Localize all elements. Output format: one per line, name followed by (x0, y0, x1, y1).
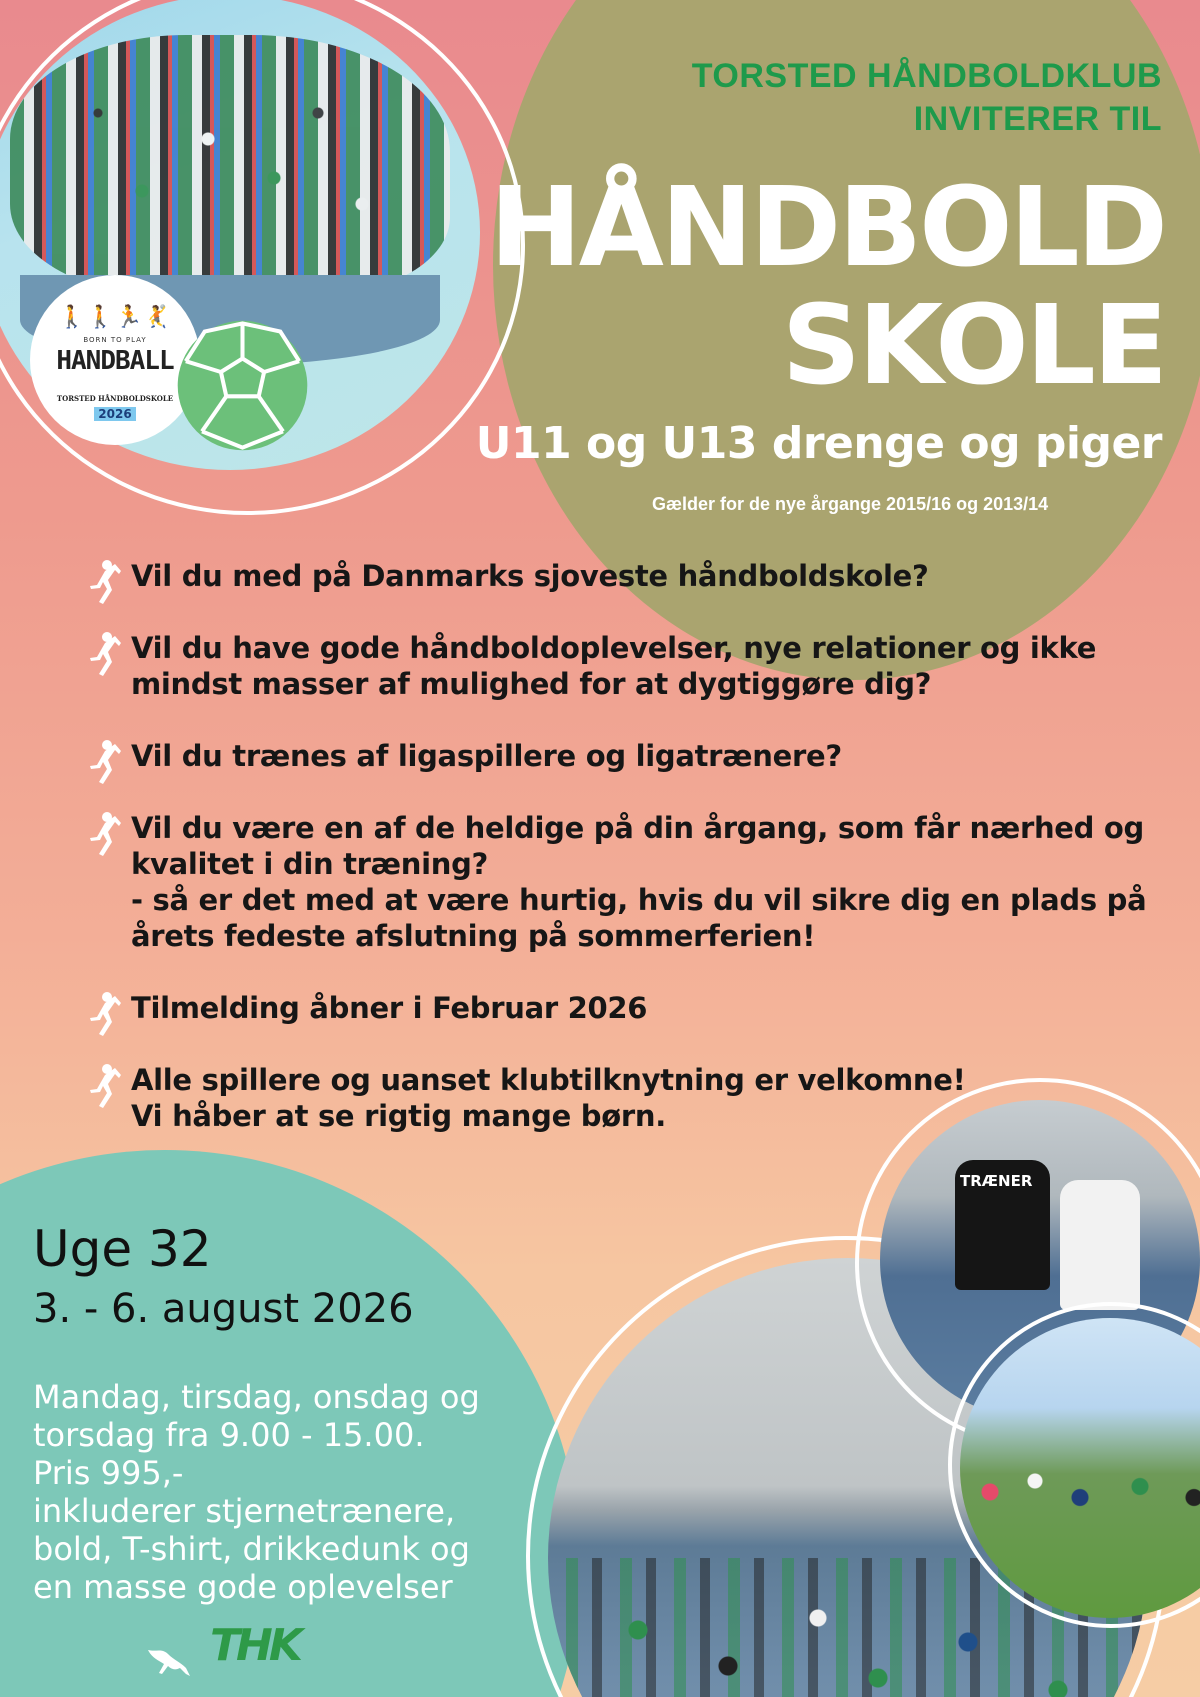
subtitle: U11 og U13 drenge og piger (475, 418, 1162, 469)
trainer-shirt-label: TRÆNER (960, 1172, 1033, 1190)
handball-player-icon (85, 810, 121, 858)
bullet-text: Alle spillere og uanset klubtilknytning er velkomne! Vi håber at se rigtig mange børn. (131, 1063, 966, 1133)
years-note: Gælder for de nye årgange 2015/16 og 2013/14 (652, 494, 1049, 514)
list-item (85, 810, 1165, 954)
event-details: Mandag, tirsdag, onsdag og torsdag fra 9.00 - 15.00. Pris 995,- inkluderer stjernetrænere, bold, T-shirt, drikkedunk og en masse gode oplevelser (33, 1378, 480, 1606)
handball-player-icon (85, 558, 121, 606)
bullet-text: Tilmelding åbner i Februar 2026 (131, 991, 648, 1025)
handball-player-icon (85, 630, 121, 678)
puma-logo-icon (146, 1640, 192, 1680)
handball-player-icon (85, 1062, 121, 1110)
header-text (692, 55, 1162, 141)
list-item (85, 630, 1165, 702)
logo-small-text: BORN TO PLAY (83, 336, 147, 344)
logo-main-text: HANDBALL (56, 346, 174, 376)
bullet-text: Vil du have gode håndboldoplevelser, nye relationer og ikke mindst masser af mulighed for at dygtiggøre dig? (131, 631, 1097, 701)
list-item (85, 990, 1165, 1026)
handball-player-icon (85, 738, 121, 786)
week-label: Uge 32 (33, 1220, 212, 1278)
handball-player-icon (85, 990, 121, 1038)
bullet-text: Vil du med på Danmarks sjoveste håndboldskole? (131, 559, 929, 593)
date-range: 3. - 6. august 2026 (33, 1286, 414, 1332)
title-line-2: SKOLE (781, 281, 1165, 409)
thk-club-logo: THK (210, 1620, 299, 1671)
title-line-1: HÅNDBOLD (489, 163, 1165, 291)
bullet-text: Vil du være en af de heldige på din årgang, som får nærhed og kvalitet i din træning? - så er det med at være hurtig, hvis du vil sikre dig en plads på årets fedeste afslutning på sommerferien! (131, 811, 1147, 953)
bullet-list (85, 558, 1165, 1170)
logo-sub-text: TORSTED HÅNDBOLDSKOLE (56, 394, 174, 403)
handball-icon (175, 318, 310, 453)
list-item (85, 738, 1165, 774)
invite-line: INVITERER TIL (913, 100, 1162, 138)
bullet-text: Vil du trænes af ligaspillere og ligatrænere? (131, 739, 842, 773)
logo-year: 2026 (94, 407, 135, 421)
page-title (489, 163, 1165, 409)
list-item (85, 558, 1165, 594)
evolution-figures-icon: 🚶🚶🏃🤾 (58, 305, 172, 330)
club-name: TORSTED HÅNDBOLDKLUB (691, 57, 1162, 95)
